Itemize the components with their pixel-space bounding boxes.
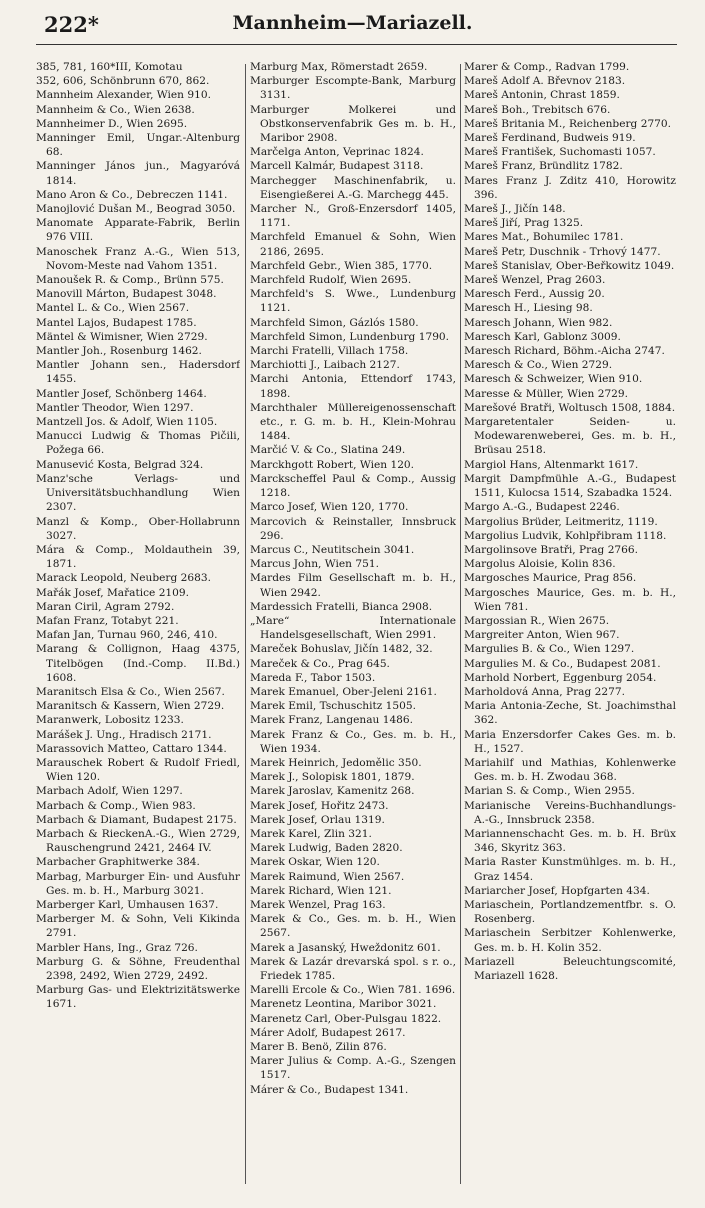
directory-entry: Marek Heinrich, Jedomělic 350. bbox=[250, 756, 422, 769]
directory-entry: Maran Ciril, Agram 2792. bbox=[36, 600, 175, 613]
directory-entry: Maria Raster Kunstmühlges. m. b. H., Graz 1454. bbox=[464, 856, 676, 883]
directory-entry: Marian S. & Comp., Wien 2955. bbox=[464, 785, 635, 798]
directory-entry: Mares Mat., Bohumilec 1781. bbox=[464, 231, 624, 244]
directory-entry: Marbach & Comp., Wien 983. bbox=[36, 799, 196, 812]
directory-entry: Marchiotti J., Laibach 2127. bbox=[250, 359, 400, 372]
directory-entry: Mannheim Alexander, Wien 910. bbox=[36, 89, 211, 102]
directory-entry: Maresch H., Liesing 98. bbox=[464, 302, 593, 315]
directory-entry: Mafan Franz, Totabyt 221. bbox=[36, 614, 179, 627]
directory-entry: Marek Franz, Langenau 1486. bbox=[250, 714, 414, 727]
directory-entry: Marcus John, Wien 751. bbox=[250, 558, 379, 571]
directory-entry: Manzl & Komp., Ober-Hollabrunn 3027. bbox=[36, 515, 240, 542]
directory-entry: Mára & Comp., Moldauthein 39, 1871. bbox=[36, 543, 240, 571]
directory-entry: Marang & Collignon, Haag 4375, Titelbögen (Ind.-Comp. II.Bd.) 1608. bbox=[36, 643, 240, 684]
directory-entry: Maria Enzersdorfer Cakes Ges. m. b. H., 1527. bbox=[464, 728, 676, 755]
directory-entry: Marburger Molkerei und Obstkonservenfabrik Ges m. b. H., Maribor 2908. bbox=[250, 103, 456, 145]
directory-column-1 bbox=[36, 60, 240, 1190]
directory-entry: Marack Leopold, Neuberg 2683. bbox=[36, 572, 211, 585]
directory-entry: Marek Oskar, Wien 120. bbox=[250, 856, 380, 869]
directory-entry: „Mare“ Internationale Handelsgesellschaft, Wien 2991. bbox=[250, 614, 456, 642]
directory-entry: Marek Franz & Co., Ges. m. b. H., Wien 1934. bbox=[250, 728, 456, 755]
directory-entry: Marburg Max, Römerstadt 2659. bbox=[250, 61, 428, 73]
directory-entry: Manovill Márton, Budapest 3048. bbox=[36, 288, 217, 301]
page-number: 222* bbox=[44, 12, 99, 37]
directory-entry: Manucci Ludwig & Thomas Pičili, Požega 66. bbox=[36, 430, 240, 457]
directory-entry: Marčić V. & Co., Slatina 249. bbox=[250, 444, 406, 457]
directory-entry: Mantel Lajos, Budapest 1785. bbox=[36, 316, 197, 329]
directory-entry: Mardessich Fratelli, Bianca 2908. bbox=[250, 600, 433, 613]
directory-entry: Mafan Jan, Turnau 960, 246, 410. bbox=[36, 629, 218, 642]
directory-entry: Marchfeld Simon, Lundenburg 1790. bbox=[250, 330, 450, 343]
directory-entry: Marer B. Benö, Zilin 876. bbox=[250, 1041, 387, 1054]
directory-entry: Mareš J., Jičín 148. bbox=[464, 203, 566, 216]
directory-entry: Margolinsove Bratři, Prag 2766. bbox=[464, 543, 639, 556]
directory-entry: Margosches Maurice, Prag 856. bbox=[464, 572, 637, 585]
directory-entry: Mantler Theodor, Wien 1297. bbox=[36, 401, 194, 414]
directory-entry: Manninger Emil, Ungar.-Altenburg 68. bbox=[36, 132, 240, 159]
directory-entry: Margolus Aloisie, Kolin 836. bbox=[464, 558, 616, 571]
directory-entry: Marek Karel, Zlin 321. bbox=[250, 827, 372, 840]
column-divider bbox=[460, 64, 461, 1184]
directory-entry: Mareš Franz, Bründlitz 1782. bbox=[464, 160, 623, 173]
directory-entry: Mantler Joh., Rosenburg 1462. bbox=[36, 345, 202, 358]
directory-entry: Marek J., Solopisk 1801, 1879. bbox=[250, 771, 415, 784]
directory-entry: Manninger János jun., Magyaróvá 1814. bbox=[36, 160, 240, 187]
directory-entry: Marchfeld Gebr., Wien 385, 1770. bbox=[250, 259, 433, 272]
directory-entry: Marholdová Anna, Prag 2277. bbox=[464, 685, 625, 698]
directory-entry: Mannheim & Co., Wien 2638. bbox=[36, 103, 195, 116]
directory-entry: Mäntel & Wimisner, Wien 2729. bbox=[36, 330, 208, 343]
directory-entry: Mantler Josef, Schönberg 1464. bbox=[36, 387, 207, 400]
directory-entry: Margiol Hans, Altenmarkt 1617. bbox=[464, 458, 639, 471]
directory-entry: Mantler Johann sen., Hadersdorf 1455. bbox=[36, 359, 240, 386]
directory-entry: Marelli Ercole & Co., Wien 781. 1696. bbox=[250, 984, 456, 997]
directory-entry: Margossian R., Wien 2675. bbox=[464, 614, 610, 627]
directory-entry: Marek Emil, Tschuschitz 1505. bbox=[250, 700, 416, 713]
directory-entry: Maresch Ferd., Aussig 20. bbox=[464, 288, 605, 301]
directory-entry: Marek Josef, Orlau 1319. bbox=[250, 813, 385, 826]
directory-entry: Maresch Karl, Gablonz 3009. bbox=[464, 330, 621, 343]
directory-entry: Marchthaler Müllereigenossenschaft etc., r. G. m. b. H., Klein-Mohrau 1484. bbox=[250, 401, 456, 443]
directory-entry: Marburg Gas- und Elektrizitätswerke 1671. bbox=[36, 984, 240, 1011]
directory-entry: Marbach Adolf, Wien 1297. bbox=[36, 785, 183, 798]
directory-entry: Margreiter Anton, Wien 967. bbox=[464, 629, 620, 642]
directory-entry: Mareš Ferdinand, Budweis 919. bbox=[464, 132, 636, 145]
directory-entry: Mareš Antonin, Chrast 1859. bbox=[464, 89, 620, 102]
directory-entry: Marchfeld's S. Wwe., Lundenburg 1121. bbox=[250, 288, 456, 315]
directory-entry: Margolius Brüder, Leitmeritz, 1119. bbox=[464, 515, 658, 528]
directory-entry: Mareda F., Tabor 1503. bbox=[250, 671, 376, 684]
directory-entry: Márer & Co., Budapest 1341. bbox=[250, 1083, 409, 1096]
directory-entry: Mareš Adolf A. Břevnov 2183. bbox=[464, 75, 626, 88]
directory-entry: Margo A.-G., Budapest 2246. bbox=[464, 501, 620, 514]
directory-entry: Maranwerk, Lobositz 1233. bbox=[36, 714, 184, 727]
directory-entry: Mariazell Beleuchtungscomité, Mariazell 1628. bbox=[464, 955, 676, 982]
directory-entry: Mares Franz J. Zditz 410, Horowitz 396. bbox=[464, 174, 676, 201]
directory-entry: Mariarcher Josef, Hopfgarten 434. bbox=[464, 884, 650, 897]
directory-columns bbox=[36, 60, 676, 1190]
directory-entry: Marchegger Maschinenfabrik, u. Eisengießerei A.-G. Marchegg 445. bbox=[250, 174, 456, 201]
directory-entry: Margolius Ludvik, Kohlpřibram 1118. bbox=[464, 529, 667, 542]
page-title: Mannheim—Mariazell. bbox=[232, 12, 473, 34]
directory-entry: Marášek J. Ung., Hradisch 2171. bbox=[36, 728, 212, 741]
directory-entry: Marchfeld Simon, Gázlós 1580. bbox=[250, 316, 419, 329]
directory-entry: Manomate Apparate-Fabrik, Berlin 976 VIII. bbox=[36, 217, 240, 244]
directory-entry: Mariaschein, Portlandzementfbr. s. O. Rosenberg. bbox=[464, 898, 676, 926]
directory-entry: Marbach & Diamant, Budapest 2175. bbox=[36, 813, 237, 826]
directory-entry: Maresch Richard, Böhm.-Aicha 2747. bbox=[464, 345, 665, 358]
directory-entry: Manojlović Dušan M., Beograd 3050. bbox=[36, 203, 236, 216]
directory-entry: Manoušek R. & Comp., Brünn 575. bbox=[36, 274, 224, 287]
directory-entry: Mareš Britania M., Reichenberg 2770. bbox=[464, 117, 672, 130]
directory-entry: Marckscheffel Paul & Comp., Aussig 1218. bbox=[250, 472, 456, 500]
directory-entry: Marešové Bratři, Woltusch 1508, 1884. bbox=[464, 401, 676, 414]
directory-entry: Marek Jaroslav, Kamenitz 268. bbox=[250, 785, 415, 798]
directory-entry: Maresch Johann, Wien 982. bbox=[464, 316, 613, 329]
directory-entry: Marenetz Carl, Ober-Pulsgau 1822. bbox=[250, 1012, 442, 1025]
directory-entry: 385, 781, 160*III, Komotau bbox=[36, 61, 183, 73]
page-header bbox=[0, 0, 705, 60]
directory-entry: Marcell Kalmár, Budapest 3118. bbox=[250, 160, 424, 173]
directory-entry: Márer Adolf, Budapest 2617. bbox=[250, 1026, 406, 1039]
directory-entry: Marek Richard, Wien 121. bbox=[250, 884, 392, 897]
directory-entry: Margulies B. & Co., Wien 1297. bbox=[464, 643, 635, 656]
directory-entry: Marcovich & Reinstaller, Innsbruck 296. bbox=[250, 515, 456, 542]
directory-entry: Mantel L. & Co., Wien 2567. bbox=[36, 302, 190, 315]
directory-entry: Marbach & RieckenA.-G., Wien 2729, Rauschengrund 2421, 2464 IV. bbox=[36, 827, 240, 855]
directory-entry: Mardes Film Gesellschaft m. b. H., Wien 2942. bbox=[250, 572, 456, 599]
directory-entry: Mantzell Jos. & Adolf, Wien 1105. bbox=[36, 416, 218, 429]
directory-entry: Maresse & Müller, Wien 2729. bbox=[464, 387, 629, 400]
directory-entry: Maresch & Co., Wien 2729. bbox=[464, 359, 613, 372]
directory-entry: Mariahilf und Mathias, Kohlenwerke Ges. m. b. H. Zwodau 368. bbox=[464, 756, 676, 784]
directory-entry: Marco Josef, Wien 120, 1770. bbox=[250, 501, 409, 514]
directory-column-2 bbox=[250, 60, 456, 1190]
directory-entry: Margit Dampfmühle A.-G., Budapest 1511, Kulocsa 1514, Szabadka 1524. bbox=[464, 472, 676, 500]
directory-entry: Marek Ludwig, Baden 2820. bbox=[250, 842, 403, 855]
directory-entry: Marek Raimund, Wien 2567. bbox=[250, 870, 405, 883]
directory-entry: Margosches Maurice, Ges. m. b. H., Wien 781. bbox=[464, 586, 676, 613]
directory-entry: Marassovich Matteo, Cattaro 1344. bbox=[36, 742, 227, 755]
directory-entry: Marchfeld Rudolf, Wien 2695. bbox=[250, 274, 412, 287]
directory-entry: Mareš František, Suchomasti 1057. bbox=[464, 146, 656, 159]
directory-entry: Marek & Lazár drevarská spol. s r. o., Friedek 1785. bbox=[250, 955, 456, 982]
directory-entry: Mareček & Co., Prag 645. bbox=[250, 657, 390, 670]
directory-entry: Mareš Petr, Duschnik - Trhový 1477. bbox=[464, 245, 661, 258]
directory-entry: Mareš Boh., Trebitsch 676. bbox=[464, 103, 611, 116]
directory-entry: Marburger Escompte-Bank, Marburg 3131. bbox=[250, 75, 456, 102]
directory-entry: Manusević Kosta, Belgrad 324. bbox=[36, 458, 204, 471]
directory-entry: Marckhgott Robert, Wien 120. bbox=[250, 458, 415, 471]
directory-column-3 bbox=[464, 60, 676, 1190]
header-rule bbox=[36, 44, 677, 45]
directory-entry: Marek & Co., Ges. m. b. H., Wien 2567. bbox=[250, 913, 456, 940]
directory-entry: Maresch & Schweizer, Wien 910. bbox=[464, 373, 643, 386]
directory-entry: Marek Wenzel, Prag 163. bbox=[250, 898, 386, 911]
directory-entry: Marek a Jasanský, Hweždonitz 601. bbox=[250, 941, 441, 954]
directory-entry: Mareš Stanislav, Ober-Beřkowitz 1049. bbox=[464, 259, 675, 272]
directory-entry: Marchfeld Emanuel & Sohn, Wien 2186, 2695. bbox=[250, 231, 456, 258]
directory-entry: Marbacher Graphitwerke 384. bbox=[36, 856, 200, 869]
directory-entry: Marčelga Anton, Veprinac 1824. bbox=[250, 146, 424, 159]
directory-entry: Marberger Karl, Umhausen 1637. bbox=[36, 898, 219, 911]
directory-entry: Marek Emanuel, Ober-Jeleni 2161. bbox=[250, 685, 437, 698]
directory-entry: Marbag, Marburger Ein- und Ausfuhr Ges. m. b. H., Marburg 3021. bbox=[36, 870, 240, 897]
directory-entry: Mannheimer D., Wien 2695. bbox=[36, 117, 188, 130]
directory-entry: Mareš Wenzel, Prag 2603. bbox=[464, 274, 606, 287]
directory-entry: Margaretentaler Seiden- u. Modewarenweberei, Ges. m. b. H., Brüsau 2518. bbox=[464, 416, 676, 457]
directory-entry: Marianische Vereins-Buchhandlungs-A.-G., Innsbruck 2358. bbox=[464, 799, 676, 826]
directory-entry: Marbler Hans, Ing., Graz 726. bbox=[36, 941, 198, 954]
directory-entry: Marauschek Robert & Rudolf Friedl, Wien 120. bbox=[36, 756, 240, 784]
directory-entry: Maranitsch & Kassern, Wien 2729. bbox=[36, 700, 225, 713]
directory-entry: Marberger M. & Sohn, Veli Kikinda 2791. bbox=[36, 913, 240, 940]
directory-entry: Mano Aron & Co., Debreczen 1141. bbox=[36, 188, 228, 201]
directory-entry: Mareček Bohuslav, Jičín 1482, 32. bbox=[250, 643, 433, 656]
directory-entry: 352, 606, Schönbrunn 670, 862. bbox=[36, 75, 210, 88]
directory-entry: Marer & Comp., Radvan 1799. bbox=[464, 61, 630, 73]
directory-entry: Marenetz Leontina, Maribor 3021. bbox=[250, 998, 437, 1011]
directory-entry: Marburg G. & Söhne, Freudenthal 2398, 2492, Wien 2729, 2492. bbox=[36, 955, 240, 982]
directory-entry: Marchi Antonia, Ettendorf 1743, 1898. bbox=[250, 373, 456, 400]
directory-entry: Marcus C., Neutitschein 3041. bbox=[250, 543, 415, 556]
directory-entry: Marhold Norbert, Eggenburg 2054. bbox=[464, 671, 657, 684]
directory-entry: Mariannenschacht Ges. m. b. H. Brüx 346, Skyritz 363. bbox=[464, 827, 676, 855]
directory-entry: Marchi Fratelli, Villach 1758. bbox=[250, 345, 409, 358]
directory-entry: Margulies M. & Co., Budapest 2081. bbox=[464, 657, 661, 670]
directory-entry: Manz'sche Verlags- und Universitätsbuchhandlung Wien 2307. bbox=[36, 472, 240, 514]
directory-entry: Marcher N., Groß-Enzersdorf 1405, 1171. bbox=[250, 203, 456, 230]
directory-entry: Maria Antonia-Zeche, St. Joachimsthal 362. bbox=[464, 700, 676, 727]
directory-entry: Mareš Jiří, Prag 1325. bbox=[464, 217, 584, 230]
directory-entry: Mariaschein Serbitzer Kohlenwerke, Ges. m. b. H. Kolin 352. bbox=[464, 927, 676, 954]
column-divider bbox=[245, 64, 246, 1184]
directory-entry: Mařák Josef, Mařatice 2109. bbox=[36, 586, 190, 599]
directory-entry: Marer Julius & Comp. A.-G., Szengen 1517. bbox=[250, 1055, 456, 1082]
directory-entry: Marek Josef, Hořitz 2473. bbox=[250, 799, 389, 812]
directory-entry: Maranitsch Elsa & Co., Wien 2567. bbox=[36, 685, 225, 698]
directory-entry: Manoschek Franz A.-G., Wien 513, Novom-Meste nad Vahom 1351. bbox=[36, 245, 240, 272]
